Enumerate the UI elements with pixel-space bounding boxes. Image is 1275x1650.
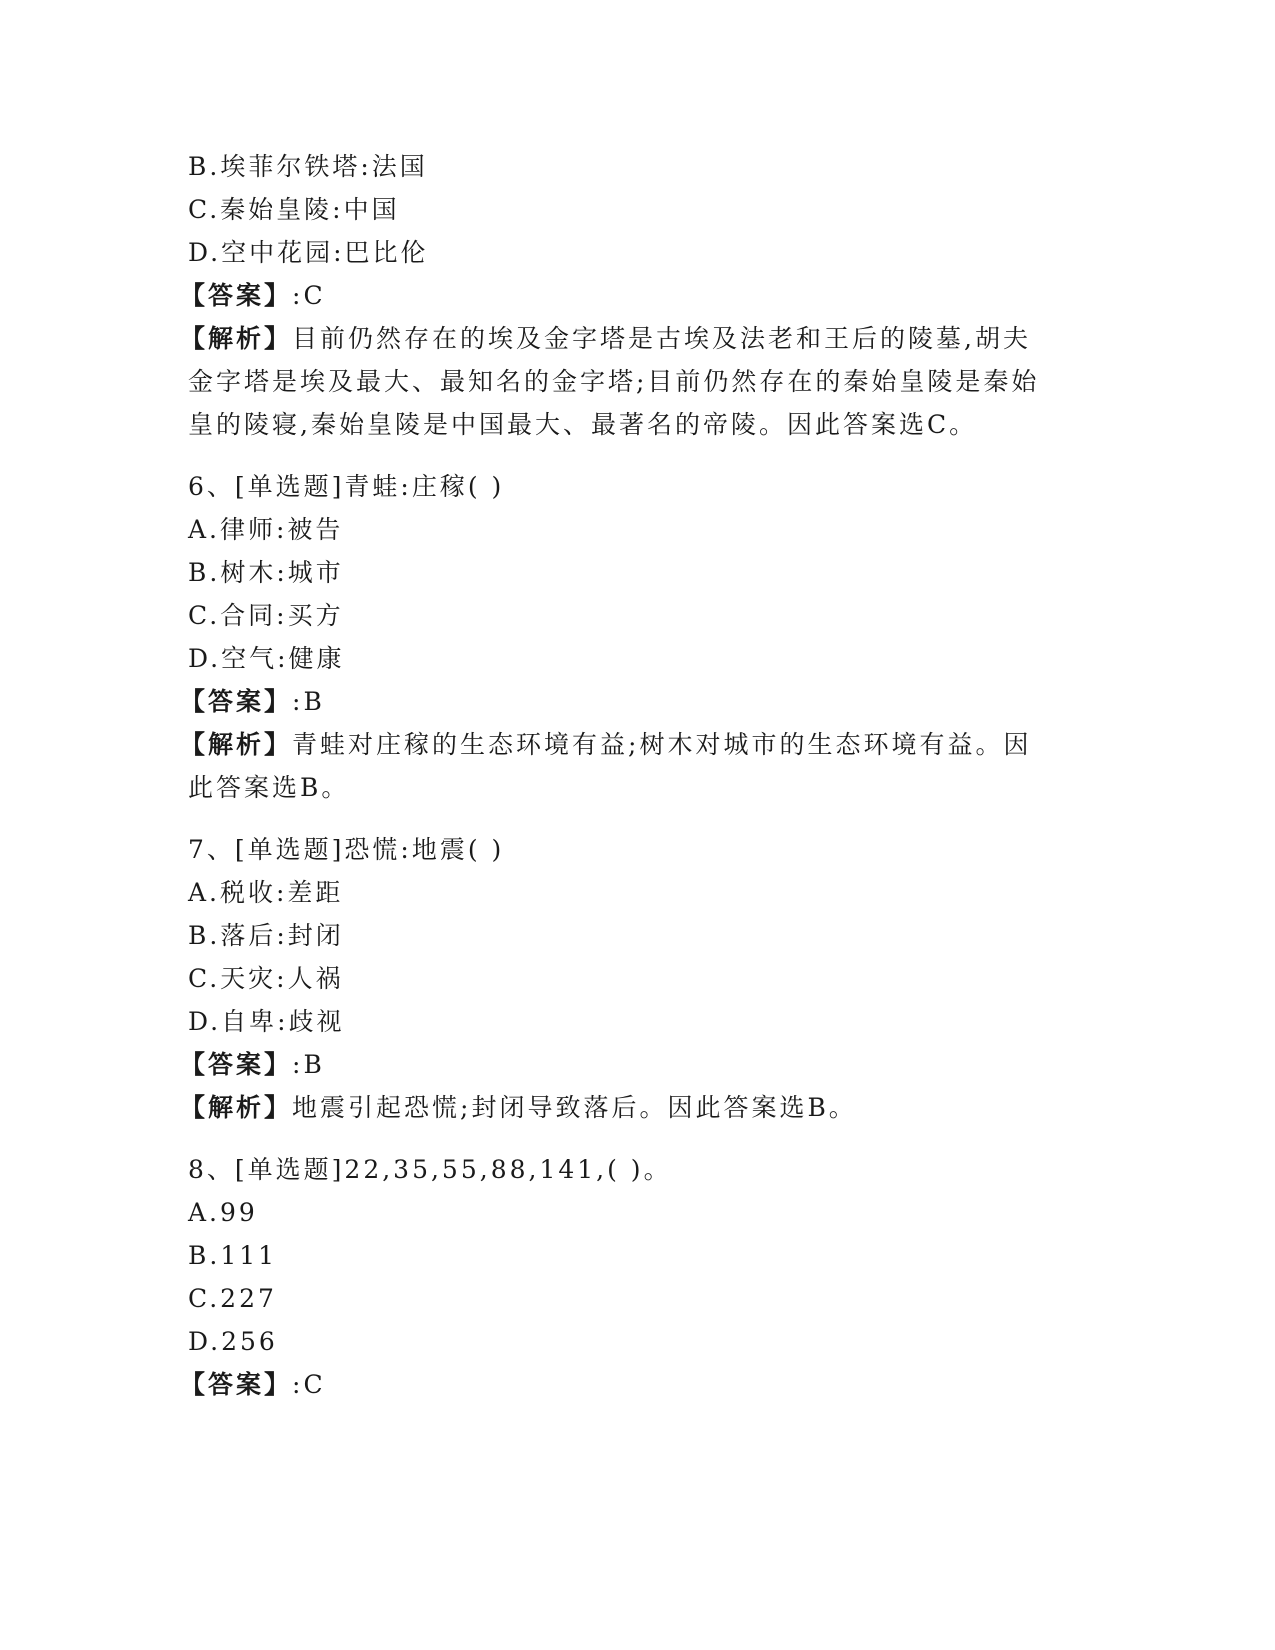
answer-label: 【答案】 <box>180 1370 293 1399</box>
analysis-label: 【解析】 <box>180 730 293 759</box>
document-content <box>180 145 1088 1406</box>
analysis-line <box>180 723 1088 766</box>
answer-label: 【答案】 <box>180 687 293 716</box>
analysis-line: 金字塔是埃及最大、最知名的金字塔;目前仍然存在的秦始皇陵是秦始 <box>188 367 1040 396</box>
option-a: A.律师:被告 <box>188 515 344 544</box>
answer-value: :C <box>292 1370 326 1399</box>
answer-label: 【答案】 <box>180 281 293 310</box>
option-b: B.树木:城市 <box>188 558 344 587</box>
analysis-line <box>180 1086 1088 1129</box>
analysis-text: 目前仍然存在的埃及金字塔是古埃及法老和王后的陵墓,胡夫 <box>292 324 1031 353</box>
question-6-title: 6、[单选题]青蛙:庄稼( ) <box>188 472 505 501</box>
answer-value: :B <box>292 1050 325 1079</box>
answer-value: :C <box>292 281 326 310</box>
answer-value: :B <box>292 687 325 716</box>
analysis-line: 皇的陵寝,秦始皇陵是中国最大、最著名的帝陵。因此答案选C。 <box>188 410 978 439</box>
answer-line <box>180 1043 1088 1086</box>
option-b: B.落后:封闭 <box>188 921 344 950</box>
analysis-line: 此答案选B。 <box>188 773 350 802</box>
option-c: C.227 <box>188 1284 277 1313</box>
answer-line <box>180 1363 1088 1406</box>
analysis-text: 地震引起恐慌;封闭导致落后。因此答案选B。 <box>292 1093 857 1122</box>
option-b: B.埃菲尔铁塔:法国 <box>188 152 428 181</box>
option-d: D.自卑:歧视 <box>188 1007 345 1036</box>
option-c: C.秦始皇陵:中国 <box>188 195 400 224</box>
analysis-label: 【解析】 <box>180 324 293 353</box>
analysis-label: 【解析】 <box>180 1093 293 1122</box>
answer-label: 【答案】 <box>180 1050 293 1079</box>
answer-line <box>180 680 1088 723</box>
option-d: D.空气:健康 <box>188 644 345 673</box>
analysis-text: 青蛙对庄稼的生态环境有益;树木对城市的生态环境有益。因 <box>292 730 1032 759</box>
option-d: D.空中花园:巴比伦 <box>188 238 429 267</box>
option-b: B.111 <box>188 1241 278 1270</box>
question-8-title: 8、[单选题]22,35,55,88,141,( )。 <box>188 1155 672 1184</box>
answer-line <box>180 274 1088 317</box>
question-7-title: 7、[单选题]恐慌:地震( ) <box>188 835 505 864</box>
option-a: A.99 <box>188 1198 258 1227</box>
option-d: D.256 <box>188 1327 278 1356</box>
option-c: C.天灾:人祸 <box>188 964 344 993</box>
option-a: A.税收:差距 <box>188 878 344 907</box>
analysis-line <box>180 317 1088 360</box>
option-c: C.合同:买方 <box>188 601 344 630</box>
